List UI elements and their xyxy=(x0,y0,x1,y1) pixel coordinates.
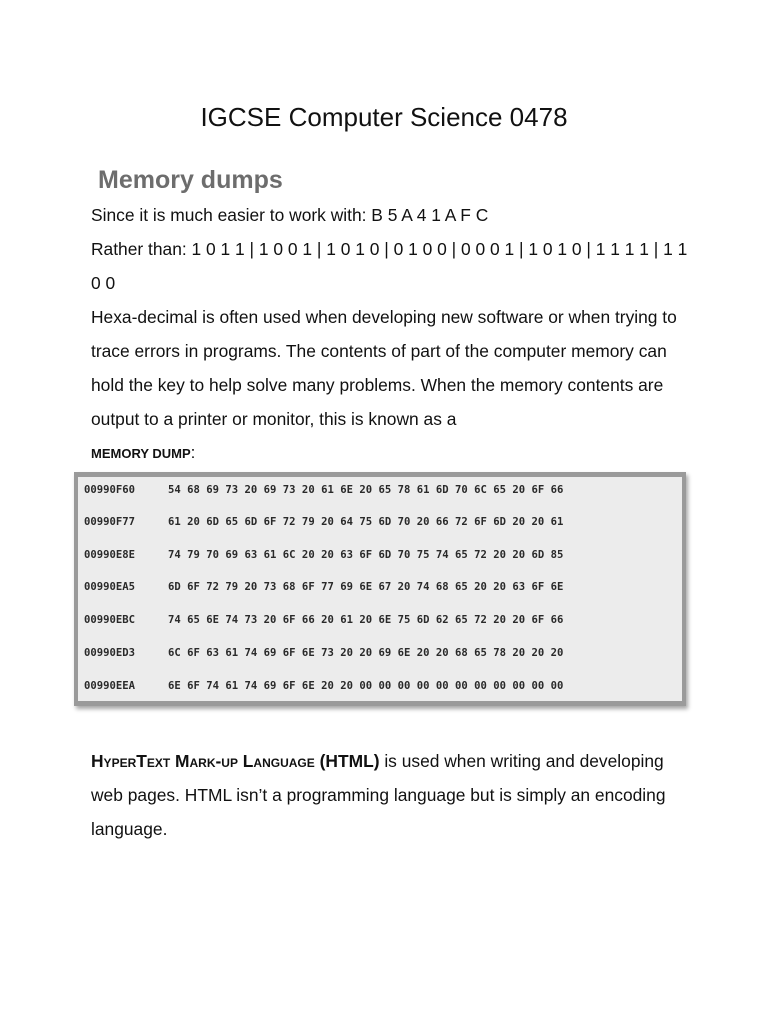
dump-row xyxy=(84,484,563,504)
binary-example-paragraph: Rather than: 1 0 1 1 | 1 0 0 1 | 1 0 1 0 | 0 1 0 0 | 0 0 0 1 | 1 0 1 0 | 1 1 1 1 | 1 1 0 0 xyxy=(91,239,688,293)
hex-usage-paragraph: Hexa-decimal is often used when developing new software or when trying to trace errors in programs. The contents of part of the computer memory can hold the key to help solve many problems. When the memory contents are output to a printer or monitor, this is known as a xyxy=(91,307,677,429)
page-title: IGCSE Computer Science 0478 xyxy=(200,102,568,132)
dump-bytes: 6D 6F 72 79 20 73 68 6F 77 69 6E 67 20 74 68 65 20 20 63 6F 6E xyxy=(168,581,564,593)
memory-dump-image xyxy=(74,472,686,706)
section-heading: Memory dumps xyxy=(98,166,283,194)
dump-bytes: 74 79 70 69 63 61 6C 20 20 63 6F 6D 70 75 74 65 72 20 20 6D 85 xyxy=(168,549,564,561)
dump-row xyxy=(84,614,563,634)
dump-address: 00990F77 xyxy=(84,516,136,528)
memory-dump-panel xyxy=(78,477,682,701)
dump-bytes: 6E 6F 74 61 74 69 6F 6E 20 20 00 00 00 00 00 00 00 00 00 00 00 xyxy=(168,680,564,692)
dump-address: 00990EBC xyxy=(84,614,136,626)
dump-address: 00990EA5 xyxy=(84,581,136,593)
dump-bytes: 6C 6F 63 61 74 69 6F 6E 73 20 20 69 6E 20 20 68 65 78 20 20 20 xyxy=(168,647,564,659)
dump-address: 00990F60 xyxy=(84,484,136,496)
html-description: is used when writing and developing web pages. HTML isn’t a programming language but is simply an encoding language. xyxy=(91,751,666,839)
memory-dump-label xyxy=(91,436,195,471)
dump-bytes: 54 68 69 73 20 69 73 20 61 6E 20 65 78 61 6D 70 6C 65 20 6F 66 xyxy=(168,484,564,496)
dump-row xyxy=(84,581,563,601)
hex-example-paragraph: Since it is much easier to work with: B 5 A 4 1 A F C xyxy=(91,205,489,225)
memory-dump-colon: : xyxy=(190,443,196,462)
dump-address: 00990EEA xyxy=(84,680,136,692)
html-term: HyperText Mark-up Language xyxy=(91,751,315,771)
dump-row xyxy=(84,647,563,667)
dump-row xyxy=(84,549,563,569)
memory-dump-term: MEMORY DUMP xyxy=(91,446,191,461)
dump-address: 00990ED3 xyxy=(84,647,136,659)
html-abbreviation: (HTML) xyxy=(319,751,380,771)
dump-row xyxy=(84,680,563,700)
html-paragraph xyxy=(91,744,691,846)
dump-bytes: 61 20 6D 65 6D 6F 72 79 20 64 75 6D 70 20 66 72 6F 6D 20 20 61 xyxy=(168,516,564,528)
dump-bytes: 74 65 6E 74 73 20 6F 66 20 61 20 6E 75 6D 62 65 72 20 20 6F 66 xyxy=(168,614,564,626)
dump-row xyxy=(84,516,563,536)
dump-address: 00990E8E xyxy=(84,549,136,561)
